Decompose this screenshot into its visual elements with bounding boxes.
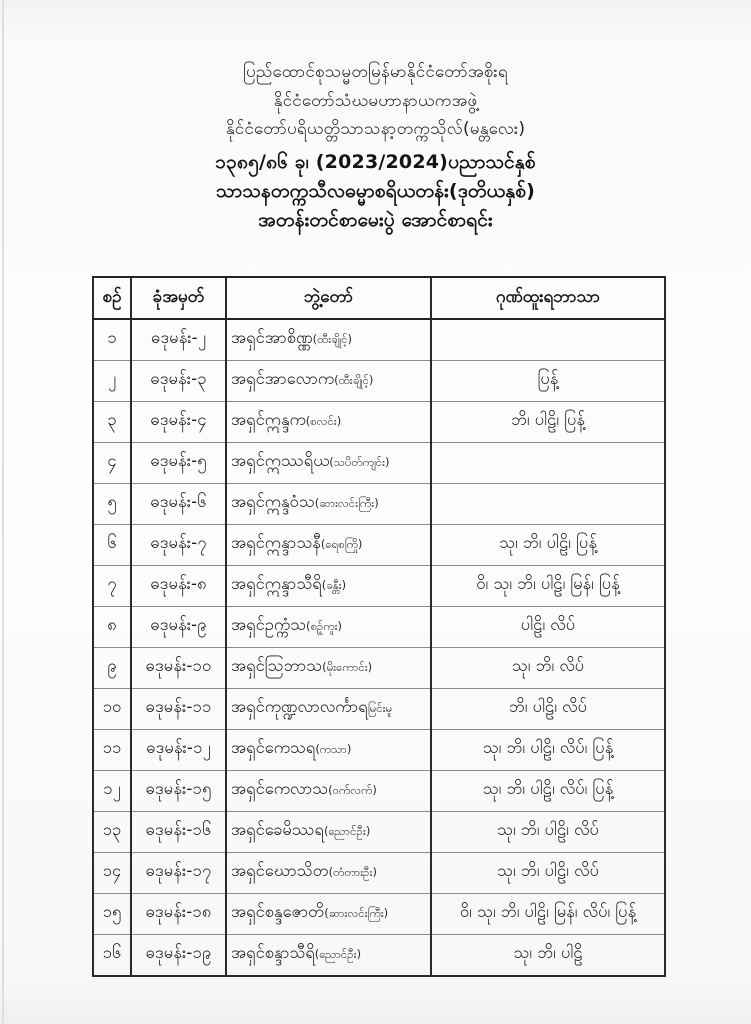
table-header-row: [93, 277, 665, 319]
monk-name-cell: [226, 853, 431, 894]
township-label: မြင်းမူ: [367, 701, 393, 715]
table-row: [93, 771, 665, 812]
township-label: (ဆားလင်းကြီး): [324, 906, 389, 920]
serial-cell: ၁၁: [93, 730, 131, 771]
monk-name: အရှင်ဣန္ဒက: [231, 410, 306, 429]
monk-name-cell: [226, 689, 431, 730]
monk-name-cell: [226, 402, 431, 443]
col-header-distinction-subjects: ဂုဏ်ထူးရဘာသာ: [431, 277, 665, 319]
distinction-cell: ဝိ၊ သု၊ ဘိ၊ ပါဠိ၊ မြန်၊ လိပ်၊ ပြန့်: [431, 894, 665, 935]
distinction-cell: သု၊ ဘိ၊ ပါဠိ၊ လိပ်: [431, 853, 665, 894]
township-label: (ညောင်ဦး): [324, 824, 371, 838]
monk-name: အရှင်ဣန္ဒာသနီ: [231, 533, 321, 552]
monk-name-cell: [226, 361, 431, 402]
distinction-cell: ပြန့်: [431, 361, 665, 402]
monk-name: အရှင်ဣဿရိယ: [231, 451, 330, 470]
distinction-cell: သု၊ ဘိ၊ ပါဠိ၊ လိပ်၊ ပြန့်: [431, 771, 665, 812]
roll-number-cell: ဓဒုမန်း-၇: [131, 525, 226, 566]
roll-number-cell: ဓဒုမန်း-၂: [131, 319, 226, 361]
monk-name: အရှင်အာလောက: [231, 369, 335, 388]
document-header: [0, 58, 751, 235]
township-label: (ထီးချိုင့်): [312, 332, 352, 346]
township-label: (ထီးချိုင့်): [334, 373, 374, 387]
serial-cell: ၁၀: [93, 689, 131, 730]
roll-number-cell: ဓဒုမန်း-၃: [131, 361, 226, 402]
distinction-cell: [431, 443, 665, 484]
township-label: (ခန္တီး): [321, 578, 347, 592]
table-row: [93, 648, 665, 689]
table-row: [93, 894, 665, 935]
township-label: (တံတားဦး): [328, 865, 377, 879]
monk-name: အရှင်အာစိဏ္ဏ: [231, 328, 313, 347]
roll-number-cell: ဓဒုမန်း-၄: [131, 402, 226, 443]
distinction-cell: ပါဠိ၊ လိပ်: [431, 607, 665, 648]
roll-number-cell: ဓဒုမန်း-၅: [131, 443, 226, 484]
table-row: [93, 525, 665, 566]
monk-name-cell: [226, 771, 431, 812]
monk-name: အရှင်စန္ဒဇောတိ: [231, 902, 325, 921]
serial-cell: ၁၄: [93, 853, 131, 894]
distinction-cell: သု၊ ဘိ၊ ပါဠိ၊ လိပ်၊ ပြန့်: [431, 730, 665, 771]
results-table: [92, 276, 666, 977]
township-label: (မိုးကောင်း): [322, 660, 373, 674]
township-label: (ရေစကြို): [320, 537, 363, 551]
township-label: (ဆားလင်းကြီး): [314, 496, 379, 510]
monk-name-cell: [226, 566, 431, 607]
distinction-cell: ဘိ၊ ပါဠိ၊ ပြန့်: [431, 402, 665, 443]
monk-name: အရှင်ကုဏ္ဍလာလင်္ကာရ: [231, 697, 368, 716]
table-row: [93, 607, 665, 648]
serial-cell: ၇: [93, 566, 131, 607]
distinction-cell: ဝိ၊ သု၊ ဘိ၊ ပါဠိ၊ မြန်၊ ပြန့်: [431, 566, 665, 607]
township-label: (စလင်း): [305, 414, 342, 428]
monk-name-cell: [226, 812, 431, 853]
monk-name: အရှင်ဣန္ဒာသီရိ: [231, 574, 322, 593]
table-row: [93, 812, 665, 853]
distinction-cell: ဘိ၊ ပါဠိ၊ လိပ်: [431, 689, 665, 730]
serial-cell: ၄: [93, 443, 131, 484]
distinction-cell: [431, 484, 665, 525]
township-label: (သပိတ်ကျင်း): [329, 455, 390, 469]
col-header-serial: စဉ်: [93, 277, 131, 319]
table-row: [93, 853, 665, 894]
distinction-cell: သု၊ ဘိ၊ ပါဠိ: [431, 935, 665, 977]
township-label: (ညောင်ဦး): [314, 947, 362, 961]
distinction-cell: သု၊ ဘိ၊ ပါဠိ၊ ပြန့်: [431, 525, 665, 566]
roll-number-cell: ဓဒုမန်း-၁၇: [131, 853, 226, 894]
roll-number-cell: ဓဒုမန်း-၉: [131, 607, 226, 648]
sangha-committee-line: နိုင်ငံတော်သံဃမဟာနာယကအဖွဲ့: [273, 90, 478, 111]
roll-number-cell: ဓဒုမန်း-၁၈: [131, 894, 226, 935]
monk-name-cell: [226, 648, 431, 689]
monk-name-cell: [226, 484, 431, 525]
monk-name-cell: [226, 443, 431, 484]
roll-number-cell: ဓဒုမန်း-၆: [131, 484, 226, 525]
table-row: [93, 361, 665, 402]
col-header-title-name: ဘွဲ့တော်: [226, 277, 431, 319]
col-header-roll-number: ခုံအမှတ်: [131, 277, 226, 319]
academic-year-line: ၁၃၈၅/၈၆ ခု၊ (2023/2024)ပညာသင်နှစ်: [215, 150, 536, 173]
table-row: [93, 402, 665, 443]
township-label: (စဉ့်ကူး): [306, 619, 343, 633]
table-row: [93, 319, 665, 361]
monk-name-cell: [226, 730, 431, 771]
monk-name: အရှင်ဥက္ကံသ: [231, 615, 307, 634]
monk-name: အရှင်သြဘာသ: [231, 656, 323, 675]
serial-cell: ၁၃: [93, 812, 131, 853]
table-row: [93, 566, 665, 607]
township-label: (ဝက်လက်): [328, 783, 377, 797]
roll-number-cell: ဓဒုမန်း-၁၅: [131, 771, 226, 812]
monk-name: အရှင်ခေမိဿရ: [231, 820, 325, 839]
distinction-cell: သု၊ ဘိ၊ ပါဠိ၊ လိပ်: [431, 812, 665, 853]
roll-number-cell: ဓဒုမန်း-၁၉: [131, 935, 226, 977]
roll-number-cell: ဓဒုမန်း-၁၆: [131, 812, 226, 853]
class-title-line: သာသနတက္ကသီလဓမ္မာစရိယတန်း(ဒုတိယနှစ်): [215, 179, 536, 202]
monk-name: အရှင်ကေလာသ: [231, 779, 329, 798]
roll-number-cell: ဓဒုမန်း-၁၁: [131, 689, 226, 730]
serial-cell: ၂: [93, 361, 131, 402]
serial-cell: ၁၅: [93, 894, 131, 935]
monk-name: အရှင်ကေသရ: [231, 738, 316, 757]
distinction-cell: သု၊ ဘိ၊ လိပ်: [431, 648, 665, 689]
roll-number-cell: ဓဒုမန်း-၁၀: [131, 648, 226, 689]
distinction-cell: [431, 319, 665, 361]
table-row: [93, 484, 665, 525]
monk-name-cell: [226, 607, 431, 648]
monk-name: အရှင်ဃောသိတ: [231, 861, 329, 880]
serial-cell: ၁၂: [93, 771, 131, 812]
exam-results-title: အတန်းတင်စာမေးပွဲ အောင်စာရင်း: [258, 208, 493, 231]
serial-cell: ၅: [93, 484, 131, 525]
serial-cell: ၃: [93, 402, 131, 443]
government-line: ပြည်ထောင်စုသမ္မတမြန်မာနိုင်ငံတော်အစိုးရ: [243, 62, 508, 82]
monk-name-cell: [226, 525, 431, 566]
table-row: [93, 730, 665, 771]
serial-cell: ၁၆: [93, 935, 131, 977]
table-row: [93, 443, 665, 484]
roll-number-cell: ဓဒုမန်း-၈: [131, 566, 226, 607]
township-label: (ကသာ): [315, 742, 352, 756]
table-row: [93, 689, 665, 730]
serial-cell: ၆: [93, 525, 131, 566]
monk-name-cell: [226, 935, 431, 977]
university-line: နိုင်ငံတော်ပရိယတ္တိသာသနာ့တက္ကသိုလ်(မန္တလေး): [225, 119, 526, 139]
monk-name-cell: [226, 319, 431, 361]
table-row: [93, 935, 665, 977]
serial-cell: ၁: [93, 319, 131, 361]
monk-name: အရှင်စန္ဒာသီရိ: [231, 943, 315, 962]
monk-name: အရှင်ဣန္ဒဝံသ: [231, 492, 315, 511]
monk-name-cell: [226, 894, 431, 935]
serial-cell: ၈: [93, 607, 131, 648]
serial-cell: ၉: [93, 648, 131, 689]
roll-number-cell: ဓဒုမန်း-၁၂: [131, 730, 226, 771]
